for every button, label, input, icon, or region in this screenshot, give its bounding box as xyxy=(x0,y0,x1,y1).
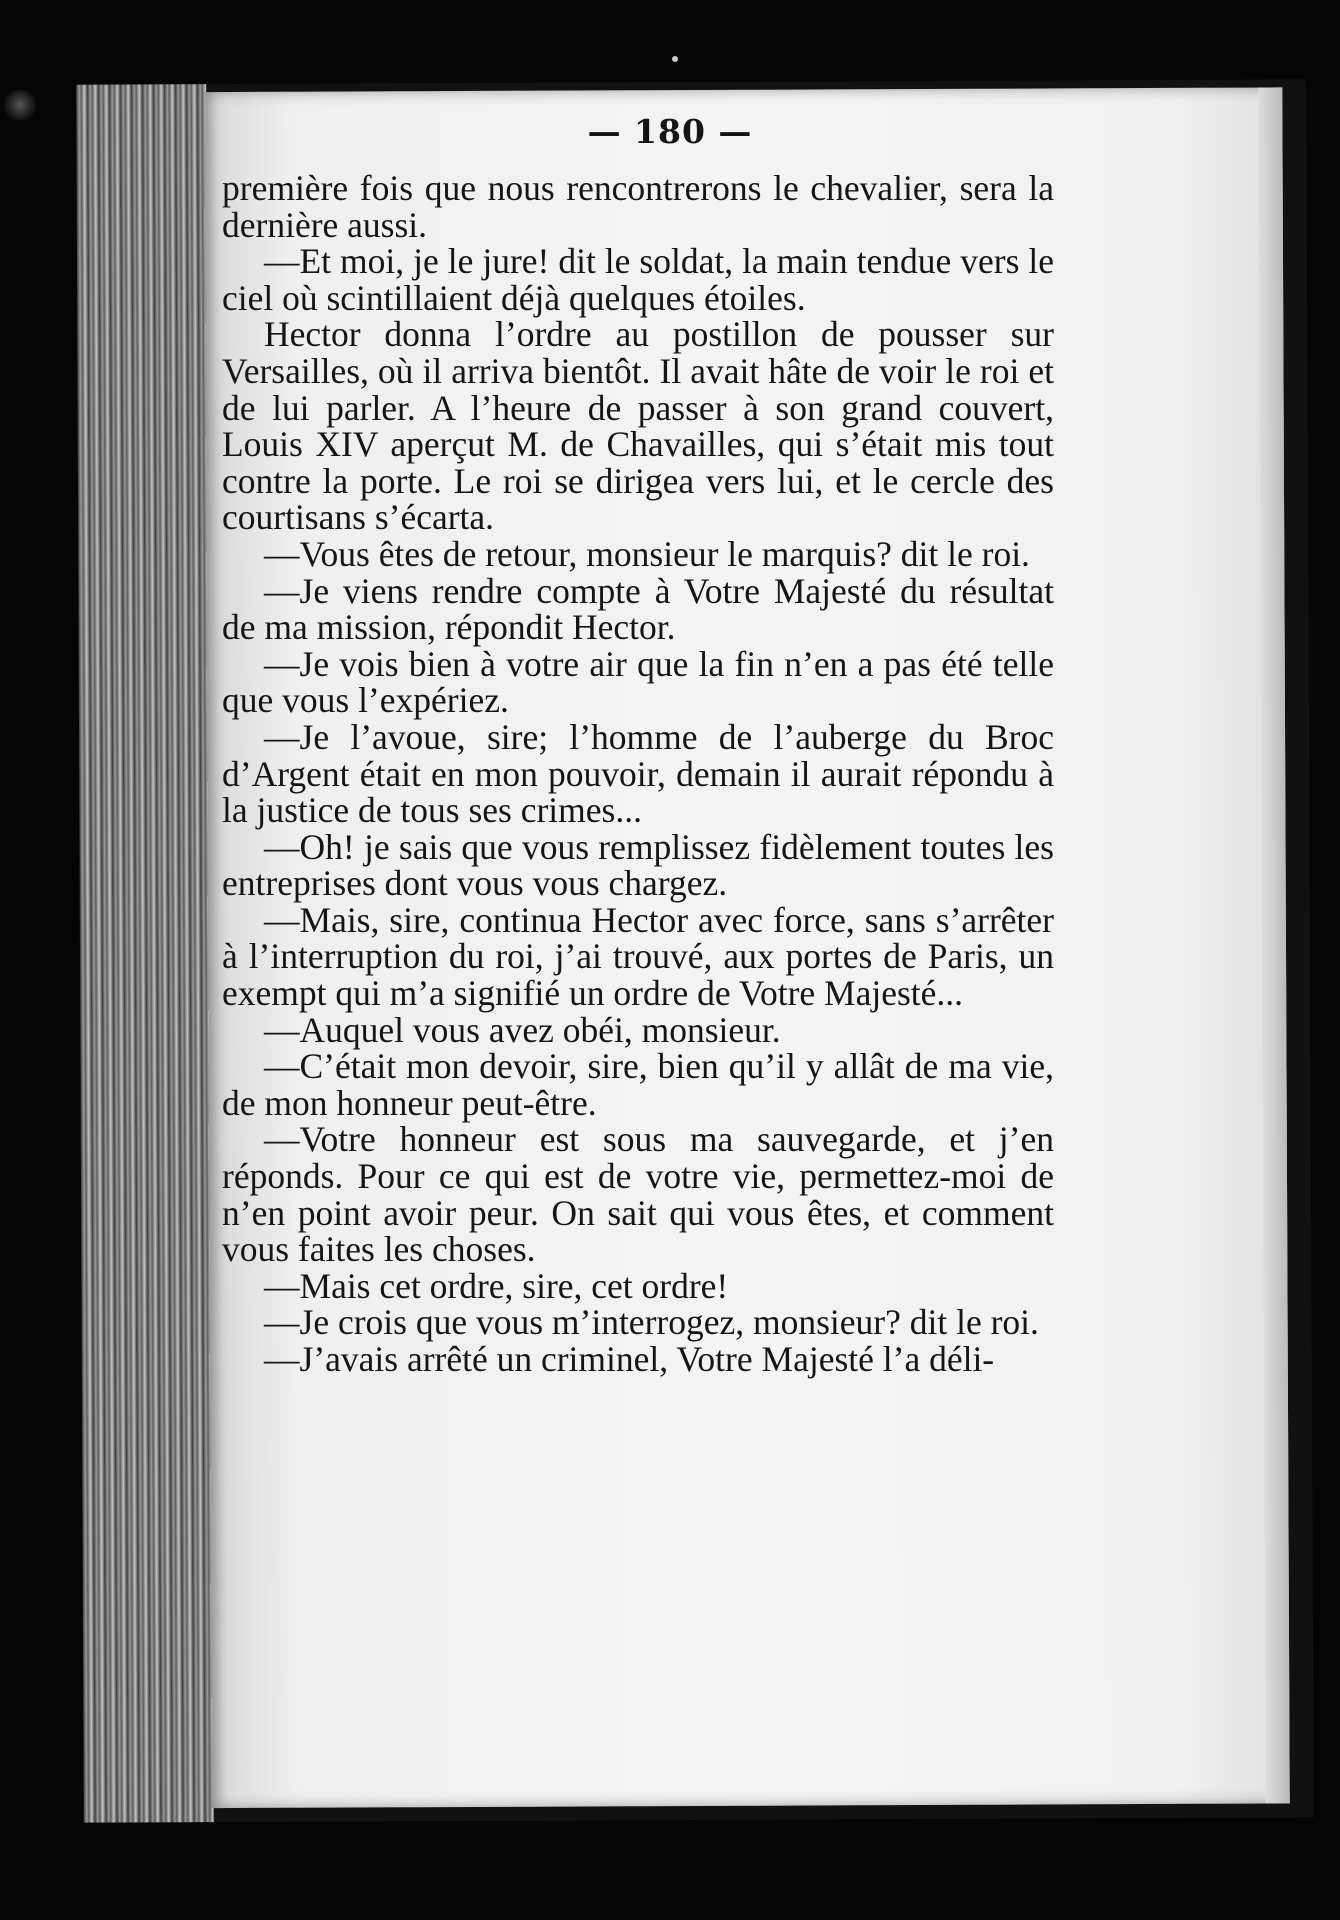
paragraph-4: —Vous êtes de retour, monsieur le marquis? dit le roi. xyxy=(264,533,1030,574)
paragraph-13: —Mais cet ordre, sire, cet ordre! xyxy=(264,1265,729,1306)
book-fore-edge xyxy=(76,84,214,1823)
paragraph-7: —Je l’avoue, sire; l’homme de l’auberge du Broc d’Argent était en mon pouvoir, demain il aurait répondu à la justice de tous ses crimes... xyxy=(222,716,1054,831)
scan-speck xyxy=(672,56,678,62)
body-text xyxy=(222,170,1054,1378)
paragraph-9: —Mais, sire, continua Hector avec force, sans s’arrêter à l’interruption du roi, j’ai trouvé, aux portes de Paris, un exempt qui m’a signifié un ordre de Votre Majesté... xyxy=(222,899,1054,1014)
page-number: — 180 — xyxy=(587,112,753,151)
paragraph-8: —Oh! je sais que vous remplissez fidèlement toutes les entreprises dont vous vous chargez. xyxy=(222,826,1054,904)
next-page-edge xyxy=(1258,87,1289,1803)
margin-speck xyxy=(228,1370,235,1377)
paragraph-2: —Et moi, je le jure! dit le soldat, la main tendue vers le ciel où scintillaient déjà quelques étoiles. xyxy=(222,241,1054,318)
paragraph-10: —Auquel vous avez obéi, monsieur. xyxy=(264,1009,781,1050)
paragraph-11: —C’était mon devoir, sire, bien qu’il y allât de ma vie, de mon honneur peut-être. xyxy=(222,1046,1054,1123)
paragraph-15: —J’avais arrêté un criminel, Votre Majesté l’a déli- xyxy=(264,1339,995,1379)
paragraph-6: —Je vois bien à votre air que la fin n’en a pas été telle que vous l’expériez. xyxy=(222,643,1054,721)
paragraph-3: Hector donna l’ordre au postillon de pousser sur Versailles, où il arriva bientôt. Il avait hâte de voir le roi et de lui parler. A l’heure de passer à son grand couvert, Louis XIV aperçut M. de Chavailles, qui s’était mis tout contre la porte. Le roi se dirigea vers lui, et le cercle des courtisans s’écarta. xyxy=(222,314,1054,538)
paragraph-12: —Votre honneur est sous ma sauvegarde, et j’en réponds. Pour ce qui est de votre vie, permettez-moi de n’en point avoir peur. On sait qui vous êtes, et comment vous faites les choses. xyxy=(222,1119,1054,1270)
paragraph-1: première fois que nous rencontrerons le chevalier, sera la dernière aussi. xyxy=(222,168,1054,245)
paragraph-14: —Je crois que vous m’interrogez, monsieur? dit le roi. xyxy=(264,1302,1039,1343)
paragraph-5: —Je viens rendre compte à Votre Majesté du résultat de ma mission, répondit Hector. xyxy=(222,570,1054,648)
